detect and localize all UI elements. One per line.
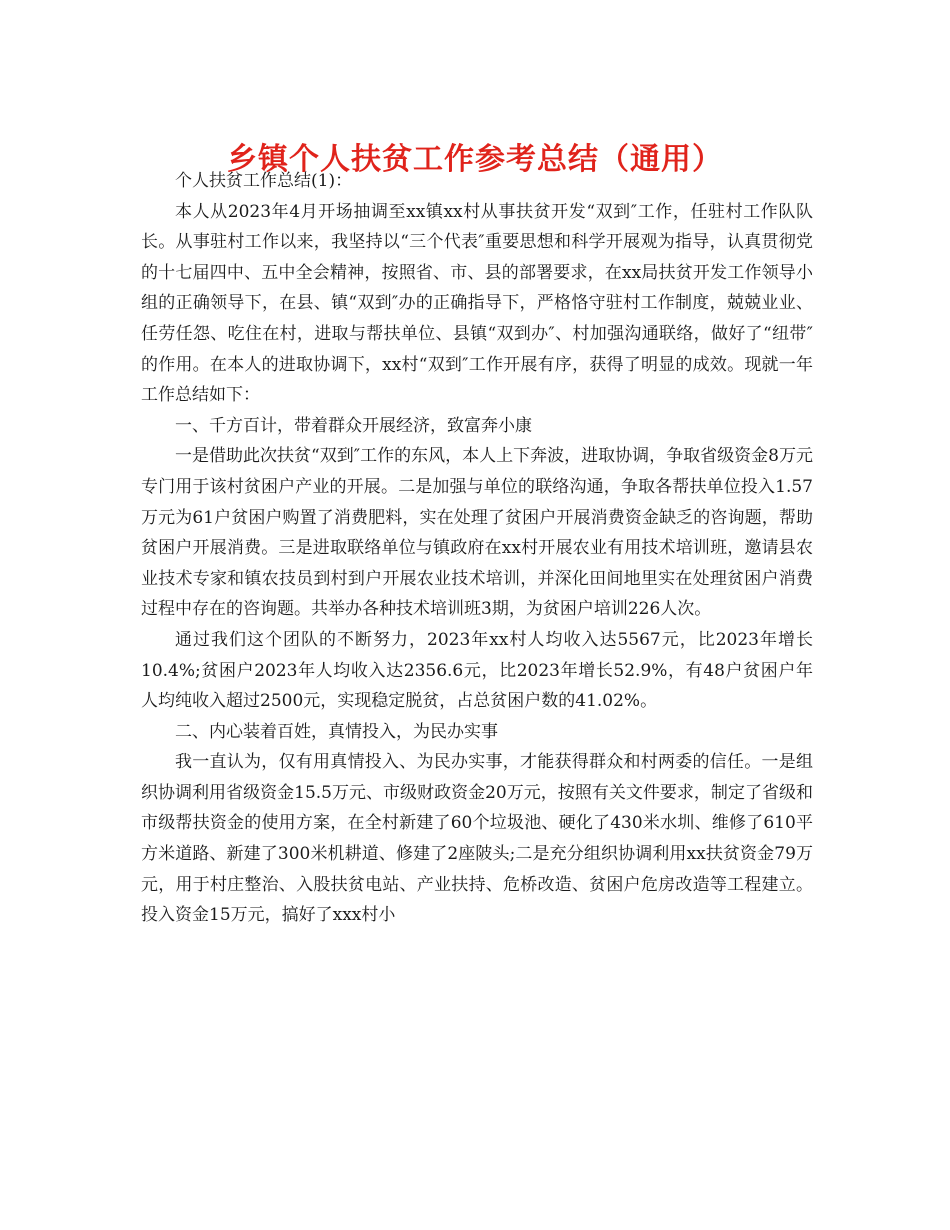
paragraph: 通过我们这个团队的不断努力，2023年xx村人均收入达5567元，比2023年增长10.4%;贫困户2023年人均收入达2356.6元，比2023年增长52.9%，有48户贫困户年人均纯收入超过2500元，实现稳定脱贫，占总贫困户数的41.02%。	[141, 629, 813, 712]
section-heading-1: 一、千方百计，带着群众开展经济，致富奔小康	[175, 415, 532, 436]
paragraph-subtitle: 个人扶贫工作总结(1)：	[175, 171, 353, 191]
paragraph: 一是借助此次扶贫“双到″工作的东风，本人上下奔波，进取协调，争取省级资金8万元专门用于该村贫困户产业的开展。二是加强与单位的联络沟通，争取各帮扶单位投入1.57万元为61户贫困户购置了消费肥料，实在处理了贫困户开展消费资金缺乏的咨询题，帮助贫困户开展消费。三是进取联络单位与镇政府在xx村开展农业有用技术培训班，邀请县农业技术专家和镇农技员到村到户开展农业技术培训，并深化田间地里实在处理贫困户消费过程中存在的咨询题。共举办各种技术培训班3期，为贫困户培训226人次。	[141, 446, 813, 620]
paragraph: 我一直认为，仅有用真情投入、为民办实事，才能获得群众和村两委的信任。一是组织协调利用省级资金15.5万元、市级财政资金20万元，按照有关文件要求，制定了省级和市级帮扶资金的使用方案，在全村新建了60个垃圾池、硬化了430米水圳、维修了610平方米道路、新建了300米机耕道、修建了2座陂头;二是充分组织协调利用xx扶贫资金79万元，用于村庄整治、入股扶贫电站、产业扶持、危桥改造、贫困户危房改造等工程建立。投入资金15万元，搞好了xxx村小	[141, 752, 813, 926]
section-heading-2: 二、内心装着百姓，真情投入，为民办实事	[175, 721, 498, 742]
document-body	[141, 166, 813, 931]
document-title: 乡镇个人扶贫工作参考总结（通用）	[227, 142, 723, 178]
paragraph-intro: 本人从2023年4月开场抽调至xx镇xx村从事扶贫开发“双到″工作，任驻村工作队队长。从事驻村工作以来，我坚持以“三个代表″重要思想和科学开展观为指导，认真贯彻党的十七届四中、五中全会精神，按照省、市、县的部署要求，在xx局扶贫开发工作领导小组的正确领导下，在县、镇“双到″办的正确指导下，严格恪守驻村工作制度，兢兢业业、任劳任怨、吃住在村，进取与帮扶单位、县镇“双到办″、村加强沟通联络，做好了“纽带″的作用。在本人的进取协调下，xx村“双到″工作开展有序，获得了明显的成效。现就一年工作总结如下：	[141, 201, 813, 406]
